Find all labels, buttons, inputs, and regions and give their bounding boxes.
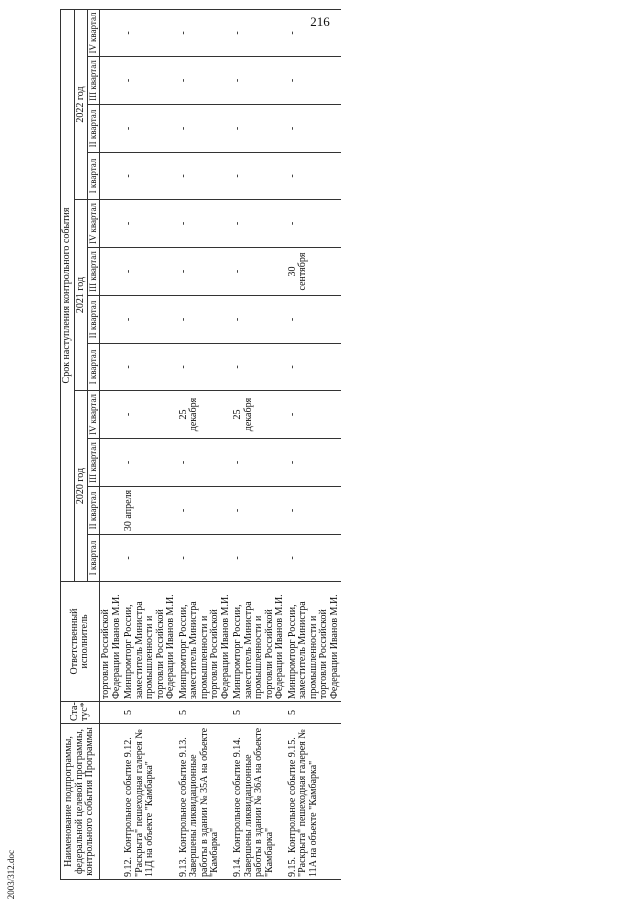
- quarter-cell: -: [232, 153, 287, 200]
- quarter-cell: -: [232, 487, 287, 535]
- header-deadline: Срок наступления контрольного события: [61, 9, 75, 581]
- quarter-cell: 30 апреля: [123, 487, 178, 535]
- table-row: [123, 9, 178, 879]
- event-name-cell: [123, 724, 178, 880]
- header-year-2021: 2021 год: [74, 200, 88, 391]
- quarter-cell: -: [178, 344, 233, 391]
- quarter-cell: -: [123, 9, 178, 56]
- quarter-cell: 25 декабря: [178, 391, 233, 439]
- header-responsible: Ответственный исполнитель: [61, 582, 100, 702]
- quarter-cell: -: [123, 200, 178, 248]
- quarter-cell: -: [287, 296, 342, 344]
- event-name-cell: [232, 724, 287, 880]
- responsible-cell: Минпромторг России, заместитель Министра промышленности и торговли Российской Федерации Иванов М.И.: [287, 582, 342, 702]
- quarter-cell: -: [287, 105, 342, 153]
- quarter-cell: -: [123, 535, 178, 582]
- quarter-cell: -: [178, 535, 233, 582]
- quarter-cell: -: [178, 57, 233, 105]
- quarter-cell: -: [232, 248, 287, 296]
- header-quarter: I квартал: [88, 153, 100, 200]
- quarter-cell: -: [232, 296, 287, 344]
- header-year-2022: 2022 год: [74, 9, 88, 199]
- quarter-cell: -: [232, 439, 287, 487]
- quarter-cell: -: [178, 105, 233, 153]
- continuation-text: торговли Российской Федерации Иванов М.И.: [100, 582, 124, 702]
- header-quarter: II квартал: [88, 487, 100, 535]
- quarter-cell: -: [287, 9, 342, 56]
- quarter-cell: -: [287, 200, 342, 248]
- quarter-cell: -: [178, 439, 233, 487]
- quarter-cell: -: [178, 487, 233, 535]
- quarter-cell: -: [287, 57, 342, 105]
- status-cell: 5: [287, 702, 342, 724]
- rotated-table-frame: [60, 10, 620, 880]
- page-number: 216: [310, 14, 330, 29]
- header-status: Ста-тус*: [61, 702, 100, 724]
- quarter-cell: -: [287, 344, 342, 391]
- quarter-cell: -: [123, 391, 178, 439]
- quarter-cell: -: [178, 153, 233, 200]
- quarter-cell: -: [287, 535, 342, 582]
- header-quarter: I квартал: [88, 535, 100, 582]
- quarter-cell: 25 декабря: [232, 391, 287, 439]
- table-row: [287, 9, 342, 879]
- event-name-cell: [178, 724, 233, 880]
- event-name: Контрольное событие 9.15. "Раскрыта" пешеходная галерея № 11А на объекте "Камбарка": [286, 729, 319, 877]
- header-quarter: III квартал: [88, 248, 100, 296]
- responsible-cell: Минпромторг России, заместитель Министра промышленности и торговли Российской Федерации Иванов М.И.: [232, 582, 287, 702]
- quarter-cell: -: [178, 296, 233, 344]
- quarter-cell: -: [178, 9, 233, 56]
- quarter-cell: -: [123, 105, 178, 153]
- quarter-cell: -: [123, 439, 178, 487]
- event-number: 9.12.: [123, 857, 135, 877]
- status-cell: 5: [178, 702, 233, 724]
- quarter-cell: -: [232, 105, 287, 153]
- table-row: [178, 9, 233, 879]
- event-name: Контрольное событие 9.13. Завершены ликвидационные работы в здании № 35А на объекте "Камбарка": [177, 727, 221, 877]
- responsible-cell: Минпромторг России, заместитель Министра промышленности и торговли Российской Федерации Иванов М.И.: [123, 582, 178, 702]
- header-quarter: II квартал: [88, 105, 100, 153]
- quarter-cell: -: [123, 57, 178, 105]
- header-quarter: II квартал: [88, 296, 100, 344]
- quarter-cell: -: [287, 153, 342, 200]
- quarter-cell: 30 сентября: [287, 248, 342, 296]
- header-quarter: I квартал: [88, 344, 100, 391]
- quarter-cell: -: [232, 9, 287, 56]
- quarter-cell: -: [287, 439, 342, 487]
- quarter-cell: -: [123, 296, 178, 344]
- footer-filename: 2003/312.doc: [6, 849, 16, 899]
- quarter-cell: -: [178, 200, 233, 248]
- table-body: [123, 9, 341, 879]
- header-year-2020: 2020 год: [74, 391, 88, 582]
- table-row: [232, 9, 287, 879]
- control-events-table: [60, 9, 341, 880]
- event-name: Контрольное событие 9.12. "Раскрыта" пешеходная галерея № 11Д на объекте "Камбарка": [123, 729, 156, 877]
- quarter-cell: -: [232, 200, 287, 248]
- header-quarter: IV квартал: [88, 391, 100, 439]
- quarter-cell: -: [123, 248, 178, 296]
- event-number: 9.14.: [232, 857, 244, 877]
- status-cell: 5: [123, 702, 178, 724]
- event-number: 9.15.: [286, 857, 298, 877]
- header-name: Наименование подпрограммы, федеральной целевой программы, контрольного события Программы: [61, 724, 100, 880]
- header-quarter: III квартал: [88, 439, 100, 487]
- quarter-cell: -: [123, 153, 178, 200]
- responsible-cell: Минпромторг России, заместитель Министра промышленности и торговли Российской Федерации Иванов М.И.: [178, 582, 233, 702]
- header-quarter: IV квартал: [88, 200, 100, 248]
- event-number: 9.13.: [177, 857, 189, 877]
- continuation-row: [100, 9, 124, 879]
- header-quarter: IV квартал: [88, 9, 100, 56]
- quarter-cell: -: [287, 487, 342, 535]
- quarter-cell: -: [123, 344, 178, 391]
- event-name-cell: [287, 724, 342, 880]
- status-cell: 5: [232, 702, 287, 724]
- quarter-cell: -: [232, 344, 287, 391]
- header-quarter: III квартал: [88, 57, 100, 105]
- quarter-cell: -: [232, 535, 287, 582]
- quarter-cell: -: [178, 248, 233, 296]
- quarter-cell: -: [287, 391, 342, 439]
- quarter-cell: -: [232, 57, 287, 105]
- event-name: Контрольное событие 9.14. Завершены ликвидационные работы в здании № 36А на объекте "Камбарка": [232, 727, 275, 877]
